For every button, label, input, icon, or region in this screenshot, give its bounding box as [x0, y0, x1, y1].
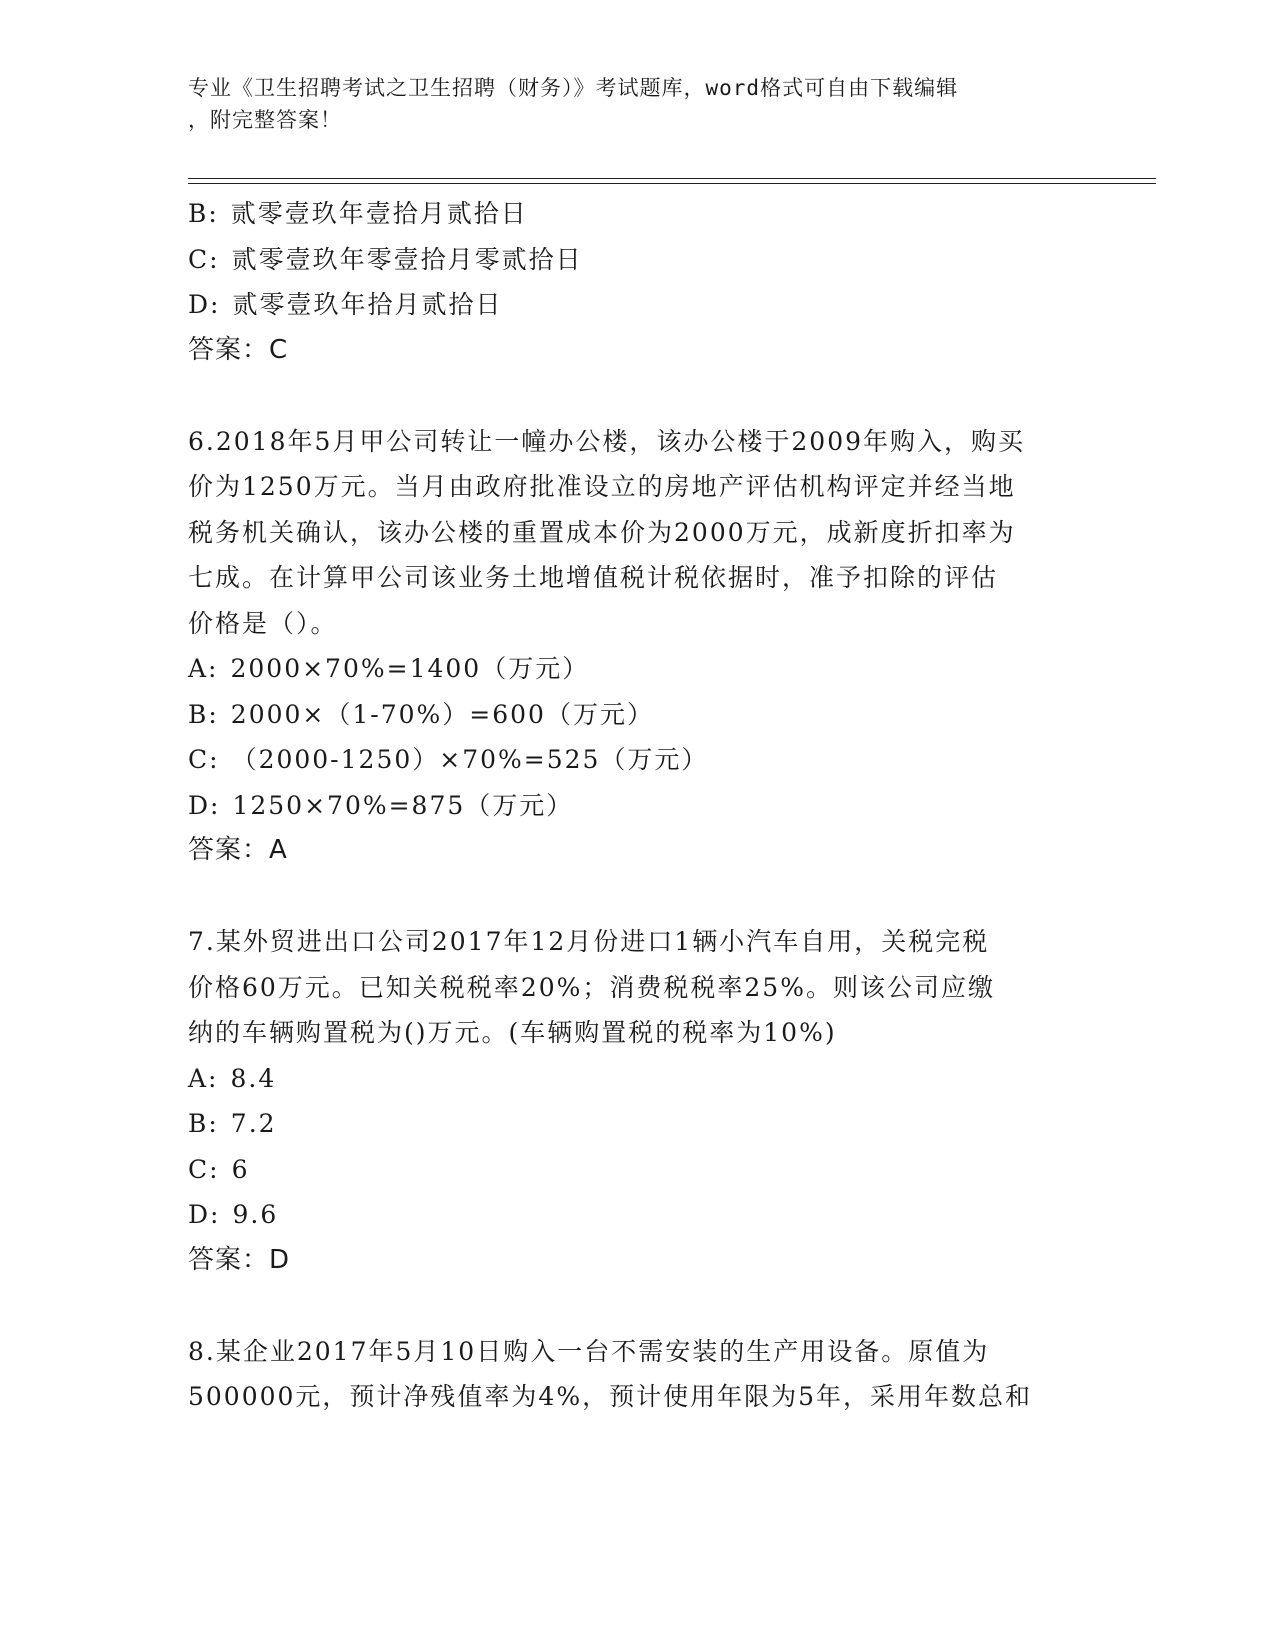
header-rule-bottom — [188, 183, 1156, 184]
header-line-1: 专业《卫生招聘考试之卫生招聘（财务）》考试题库，word格式可自由下载编辑 — [188, 76, 959, 100]
question-content — [188, 191, 1088, 1420]
question-7-stem-line: 纳的车辆购置税为()万元。(车辆购置税的税率为10%) — [188, 1018, 837, 1047]
option-b: B: 2000×（1-70%）=600（万元） — [188, 699, 654, 729]
option-d: D: 1250×70%=875（万元） — [188, 790, 574, 820]
option-c: C: （2000-1250）×70%=525（万元） — [188, 745, 709, 774]
question-8-stem-line: 8.某企业2017年5月10日购入一台不需安装的生产用设备。原值为 — [188, 1336, 990, 1366]
option-c: C: 6 — [188, 1154, 250, 1184]
question-6-answer: 答案：A — [188, 835, 288, 865]
header-line-2: ，附完整答案！ — [188, 108, 342, 132]
question-7 — [188, 919, 1088, 1283]
question-5-answer: 答案：C — [188, 334, 289, 365]
option-d: D: 9.6 — [188, 1200, 279, 1229]
question-6-stem-line: 税务机关确认，该办公楼的重置成本价为2000万元，成新度折扣率为 — [188, 517, 1016, 547]
question-5-options — [188, 191, 1088, 328]
question-6 — [188, 419, 1088, 874]
spacer — [188, 373, 1088, 419]
question-7-answer: 答案：D — [188, 1244, 291, 1275]
question-7-stem-line: 7.某外贸进出口公司2017年12月份进口1辆小汽车自用，关税完税 — [188, 927, 990, 956]
option-a: A: 2000×70%=1400（万元） — [188, 654, 590, 683]
question-7-stem-line: 价格60万元。已知关税税率20%；消费税税率25%。则该公司应缴 — [188, 972, 995, 1002]
spacer — [188, 874, 1088, 920]
option-a: A: 8.4 — [188, 1063, 277, 1093]
question-6-stem-line: 七成。在计算甲公司该业务土地增值税计税依据时，准予扣除的评估 — [188, 563, 999, 592]
option-c: C: 贰零壹玖年零壹拾月零贰拾日 — [188, 244, 583, 274]
document-header — [188, 72, 1078, 136]
option-b: B: 7.2 — [188, 1109, 277, 1138]
option-d: D: 贰零壹玖年拾月贰拾日 — [188, 290, 503, 319]
spacer — [188, 1283, 1088, 1329]
question-6-stem-line: 价为1250万元。当月由政府批准设立的房地产评估机构评定并经当地 — [188, 472, 1016, 501]
header-rule-top — [188, 178, 1156, 179]
question-6-stem-line: 价格是（）。 — [188, 608, 338, 638]
question-8-stem-line: 500000元，预计净残值率为4%，预计使用年限为5年，采用年数总和 — [188, 1382, 1033, 1411]
question-6-stem-line: 6.2018年5月甲公司转让一幢办公楼，该办公楼于2009年购入，购买 — [188, 426, 1026, 456]
option-b: B: 贰零壹玖年壹拾月贰拾日 — [188, 199, 528, 228]
question-8 — [188, 1329, 1088, 1420]
